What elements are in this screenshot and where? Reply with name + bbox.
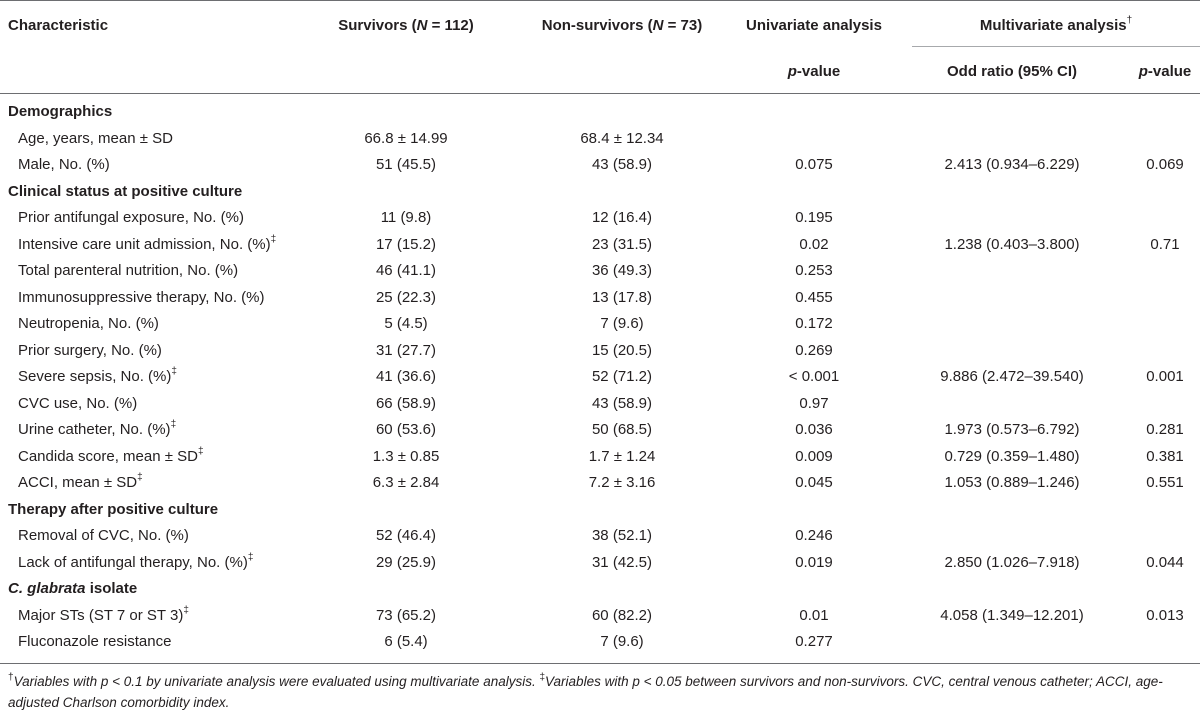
univariate-pvalue: 0.02	[799, 236, 829, 253]
odd-ratio-value: 1.238 (0.403–3.800)	[944, 236, 1080, 253]
non-survivors-value: 1.7 ± 1.24	[588, 448, 656, 465]
row-label: CVC use, No. (%)	[18, 395, 138, 412]
section-title: Demographics	[8, 103, 113, 120]
top-rule	[0, 0, 1200, 1]
non-survivors-value: 60 (82.2)	[591, 607, 653, 624]
univariate-pvalue: 0.045	[795, 474, 833, 491]
row-label: Candida score, mean ± SD‡	[18, 446, 204, 465]
odd-ratio-value: 1.053 (0.889–1.246)	[944, 474, 1080, 491]
survivors-value: 6 (5.4)	[384, 633, 428, 650]
survivors-value: 41 (36.6)	[375, 368, 437, 385]
header-univariate: Univariate analysis	[746, 17, 882, 34]
row-label: Major STs (ST 7 or ST 3)‡	[18, 605, 189, 624]
univariate-pvalue: 0.075	[795, 156, 833, 173]
multivariate-pvalue: 0.044	[1146, 554, 1184, 571]
footnote-2: Variables with p < 0.05 between survivors and non-survivors. CVC, central venous catheter; ACCI, age-adjusted Charlson comorbidity index.	[8, 674, 1163, 710]
survivors-value: 66 (58.9)	[375, 395, 437, 412]
row-label: Age, years, mean ± SD	[18, 130, 173, 147]
non-survivors-value: 15 (20.5)	[591, 342, 653, 359]
row-label: Prior antifungal exposure, No. (%)	[18, 209, 244, 226]
survivors-value: 51 (45.5)	[375, 156, 437, 173]
footnote-1: Variables with p < 0.1 by univariate analysis were evaluated using multivariate analysis.	[13, 674, 536, 689]
multivariate-pvalue: 0.001	[1146, 368, 1184, 385]
univariate-pvalue: 0.019	[795, 554, 833, 571]
non-survivors-value: 38 (52.1)	[591, 527, 653, 544]
multivariate-pvalue: 0.381	[1146, 448, 1184, 465]
multivariate-pvalue: 0.013	[1146, 607, 1184, 624]
odd-ratio-value: 4.058 (1.349–12.201)	[940, 607, 1084, 624]
univariate-pvalue: 0.246	[795, 527, 833, 544]
univariate-pvalue: 0.253	[795, 262, 833, 279]
header-survivors: Survivors (N = 112)	[338, 17, 474, 34]
odd-ratio-value: 9.886 (2.472–39.540)	[940, 368, 1084, 385]
row-label: Removal of CVC, No. (%)	[18, 527, 189, 544]
header-rule	[0, 93, 1200, 94]
survivors-value: 25 (22.3)	[375, 289, 437, 306]
univariate-pvalue: 0.277	[795, 633, 833, 650]
row-label: Total parenteral nutrition, No. (%)	[18, 262, 239, 279]
row-label: Lack of antifungal therapy, No. (%)‡	[18, 552, 254, 571]
survivors-value: 31 (27.7)	[375, 342, 437, 359]
table-footnote: †Variables with p < 0.1 by univariate analysis were evaluated using multivariate analysis. ‡Variables with p < 0.05 between survivors and non-survivors. CVC, central venous catheter; ACCI, age-adjusted Charlson comorbidity index.	[8, 671, 1163, 710]
row-label: ACCI, mean ± SD‡	[18, 472, 143, 491]
multivariate-pvalue: 0.069	[1146, 156, 1184, 173]
section-title: Clinical status at positive culture	[8, 183, 243, 200]
non-survivors-value: 31 (42.5)	[591, 554, 653, 571]
non-survivors-value: 36 (49.3)	[591, 262, 653, 279]
section-title: C. glabrata isolate	[8, 580, 138, 597]
row-label: Male, No. (%)	[18, 156, 110, 173]
multivariate-pvalue: 0.71	[1150, 236, 1180, 253]
univariate-pvalue: 0.455	[795, 289, 833, 306]
row-label: Urine catheter, No. (%)‡	[18, 419, 177, 438]
univariate-pvalue: 0.195	[795, 209, 833, 226]
odd-ratio-value: 1.973 (0.573–6.792)	[944, 421, 1080, 438]
non-survivors-value: 68.4 ± 12.34	[580, 130, 664, 147]
non-survivors-value: 7 (9.6)	[600, 315, 644, 332]
survivors-value: 29 (25.9)	[375, 554, 437, 571]
row-label: Fluconazole resistance	[18, 633, 172, 650]
header-non-survivors: Non-survivors (N = 73)	[541, 17, 703, 34]
non-survivors-value: 12 (16.4)	[591, 209, 653, 226]
multivariate-pvalue: 0.281	[1146, 421, 1184, 438]
survivors-value: 66.8 ± 14.99	[364, 130, 448, 147]
non-survivors-value: 23 (31.5)	[591, 236, 653, 253]
survivors-value: 73 (65.2)	[375, 607, 437, 624]
survivors-value: 46 (41.1)	[375, 262, 437, 279]
header-uni-pvalue: p-value	[787, 63, 841, 80]
odd-ratio-value: 0.729 (0.359–1.480)	[944, 448, 1080, 465]
header-multivariate: Multivariate analysis†	[979, 15, 1133, 34]
non-survivors-value: 50 (68.5)	[591, 421, 653, 438]
univariate-pvalue: 0.01	[799, 607, 829, 624]
row-label: Severe sepsis, No. (%)‡	[18, 366, 177, 385]
univariate-pvalue: 0.036	[795, 421, 833, 438]
bottom-rule	[0, 663, 1200, 664]
header-characteristic: Characteristic	[8, 17, 109, 34]
survivors-value: 1.3 ± 0.85	[372, 448, 440, 465]
univariate-pvalue: 0.269	[795, 342, 833, 359]
non-survivors-value: 43 (58.9)	[591, 395, 653, 412]
survivors-value: 52 (46.4)	[375, 527, 437, 544]
multivariate-pvalue: 0.551	[1146, 474, 1184, 491]
non-survivors-value: 7.2 ± 3.16	[588, 474, 656, 491]
non-survivors-value: 52 (71.2)	[591, 368, 653, 385]
univariate-pvalue: 0.009	[795, 448, 833, 465]
survivors-value: 11 (9.8)	[380, 209, 432, 226]
row-label: Intensive care unit admission, No. (%)‡	[18, 234, 277, 253]
survivors-value: 5 (4.5)	[384, 315, 428, 332]
survivors-value: 6.3 ± 2.84	[372, 474, 440, 491]
univariate-pvalue: < 0.001	[788, 368, 840, 385]
odd-ratio-value: 2.413 (0.934–6.229)	[944, 156, 1080, 173]
non-survivors-value: 43 (58.9)	[591, 156, 653, 173]
univariate-pvalue: 0.172	[795, 315, 833, 332]
univariate-pvalue: 0.97	[799, 395, 829, 412]
non-survivors-value: 13 (17.8)	[591, 289, 653, 306]
survivors-value: 60 (53.6)	[375, 421, 437, 438]
non-survivors-value: 7 (9.6)	[600, 633, 644, 650]
section-title: Therapy after positive culture	[8, 501, 219, 518]
row-label: Immunosuppressive therapy, No. (%)	[18, 289, 265, 306]
row-label: Prior surgery, No. (%)	[18, 342, 162, 359]
odd-ratio-value: 2.850 (1.026–7.918)	[944, 554, 1080, 571]
header-multi-pvalue: p-value	[1138, 63, 1192, 80]
survivors-value: 17 (15.2)	[375, 236, 437, 253]
row-label: Neutropenia, No. (%)	[18, 315, 159, 332]
header-odd-ratio: Odd ratio (95% CI)	[946, 63, 1077, 80]
multivariate-rule	[912, 46, 1200, 47]
